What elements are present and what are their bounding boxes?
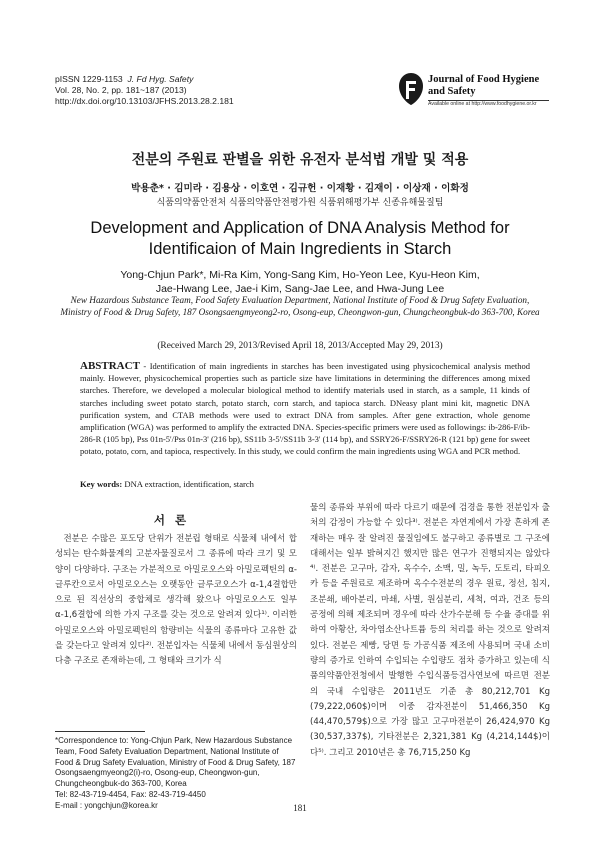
affiliation-korean: 식품의약품안전처 식품의약품안전평가원 식품위해평가부 신종유해물질팀 [156,198,444,208]
keywords-text: DNA extraction, identification, starch [122,479,254,489]
journal-logo-icon [398,72,424,106]
correspondence-footnote [55,736,297,812]
section-title-introduction: 서론 [153,513,197,527]
keywords-label: Key words: [80,479,123,489]
authors-korean: 박용춘* · 김미라 · 김용상 · 이호연 · 김규헌 · 이재황 · 김재이 · 이상재 · 이화정 [131,183,469,194]
footnote-rule [55,731,145,732]
body-paragraph: 전분은 수많은 포도당 단위가 전분립 형태로 식물체 내에서 합성되는 탄수화물계의 고분자물질로서 그 종류에 따라 크기 및 모양이 다양하다. 구조는 가분적으로 아밀로오스와 아밀로펙틴의 α-글루칸으로서 아밀로오스는 오랫동안 글루코오스가 α-1,4결합만으로 된 직선상의 중합체로 생각해 왔으나 아밀로오스도 일부 α-1,6결합에 의한 가지 구조를 갖는 것으로 알려져 있다¹⁾. 이러한 아밀로오스와 아밀로펙틴의 함량비는 식물의 종류마다 고유한 값을 갖는다고 알려져 있다²⁾. 전분입자는 식물체 내에서 동심원상의 다층 구조로 존재하는데, 그 형태와 크기가 식 [55,534,297,667]
abstract [80,360,530,458]
footnote-phone: Tel: 82-43-719-4454, Fax: 82-43-719-4450 [55,789,206,799]
body-paragraph: 물의 종류와 부위에 따라 다르기 때문에 검경을 통한 전분입자 출처의 감정이 가능할 수 있다³⁾. 전분은 자연계에서 가장 흔하게 존재하는 매우 잘 알려진 물질임에도 불구하고 종류별로 그 구조에 대해서는 일부 밝혀지긴 했지만 많은 연구가 진행되지는 않았다⁴⁾. 전분은 고구마, 감자, 옥수수, 소맥, 밀, 녹두, 도토리, 타피오카 등을 주원료로 제조하며 옥수수전분의 경우 원료, 정선, 침지, 조분쇄, 배아분리, 마쇄, 사별, 원심분리, 세척, 여과, 건조 등의 공정에 의해 제조되며 경우에 따라 산가수분해 등 수율 증대를 위하여 아황산, 차아염소산나트륨 등의 처리를 하는 것으로 알려져 있다. 전분은 제빵, 당면 등 가공식품 제조에 사용되며 국내 소비량의 증가로 인하여 수입되는 수입량도 점차 증가하고 있는데 식품의약품안전청에서 발행한 수입식품등검사연보에 따르면 전분의 국내 수입량은 2011년도 기준 총 80,212,701 Kg (79,222,060$)이며 이중 감자전분이 51,466,350 Kg (44,470,579$)으로 가장 많고 고구마전분이 26,424,970 Kg (30,537,337$), 기타전분은 2,321,381 Kg (4,214,144$)이다⁵⁾. 그리고 2010년은 총 76,715,250 Kg [310,503,550,758]
abstract-label: ABSTRACT [80,360,140,372]
abstract-text: - Identification of main ingredients in starches has been investigated using physicochemical analysis method mainly. However, physicochemical properties such as particle size have limitations in determining the differences among mixed starches. Therefore, we developed a molecular biological method to identify materials used in starch, as a sample, 11 kinds of starches including sweet potato starch, potato starch, corn starch, and tapioca starch. DNeasy plant mini kit, magnetic DNA purification system, and CTAB methods were used to extract DNA from samples. After gene extraction, whole genome amplification (WGA) was performed to amplify the extracted DNA. Species-specific primers were used as followings: ib-286-F/ib-286-R (105 bp), Pss 01n-5'/Pss 01n-3' (216 bp), SS11b 3-5'/SS11b 3-3' (114 bp), and SSRY26-F/SSRY26-R (121 bp) gene for sweet potato, potato, corn, and tapioca, respectively. In this study, we could confirm the main ingredients using WGA and PCR method. [80,361,530,457]
received-dates: (Received March 29, 2013/Revised April 18, 2013/Accepted May 29, 2013) [157,341,443,351]
issn: pISSN 1229-1153 [55,74,123,84]
journal-logo [398,72,548,112]
body-column-left [55,532,297,670]
journal-abbrev: J. Fd Hyg. Safety [127,74,194,84]
journal-name: Journal of Food Hygiene and Safety [428,74,540,97]
body-column-right [310,501,550,761]
volume-info: Vol. 28, No. 2, pp. 181~187 (2013) [55,85,187,95]
journal-citation-block [55,74,234,107]
title-english: Development and Application of DNA Analysis Method for Identificaion of Main Ingredients in Starch [90,219,510,258]
keywords [80,479,530,489]
footnote-email[interactable]: E-mail : yongchjun@korea.kr [55,800,158,810]
header-rule [428,100,549,101]
affiliation-english: New Hazardous Substance Team, Food Safety Evaluation Department, National Institute of Food & Drug Safety Evaluation, Ministry of Food & Drug Safety, 187 Osongsaengmyeong2-ro, Osong-eup, Cheongwon-gun, Chungcheongbuk-do 363-700, Korea [60,295,540,317]
title-korean: 전분의 주원료 판별을 위한 유전자 분석법 개발 및 적용 [131,152,469,168]
authors-english: Yong-Chjun Park*, Mi-Ra Kim, Yong-Sang Kim, Ho-Yeon Lee, Kyu-Heon Kim, Jae-Hwang Lee, Jae-i Kim, Sang-Jae Lee, and Hwa-Jung Lee [120,269,480,295]
doi-link[interactable]: http://dx.doi.org/10.13103/JFHS.2013.28.2.181 [55,96,234,106]
journal-url[interactable]: Available online at http://www.foodhygiene.or.kr [428,101,537,107]
page-number: 181 [293,803,307,813]
footnote-address: *Correspondence to: Yong-Chjun Park, New Hazardous Substance Team, Food Safety Evaluation Department, National Institute of Food & Drug Safety Evaluation, Ministry of Food & Drug Safety, 187 Osongsaengmyeong2(i)-ro, Osong-eup, Cheongwon-gun, Chungcheongbuk-do 363-700, Korea [55,736,296,789]
